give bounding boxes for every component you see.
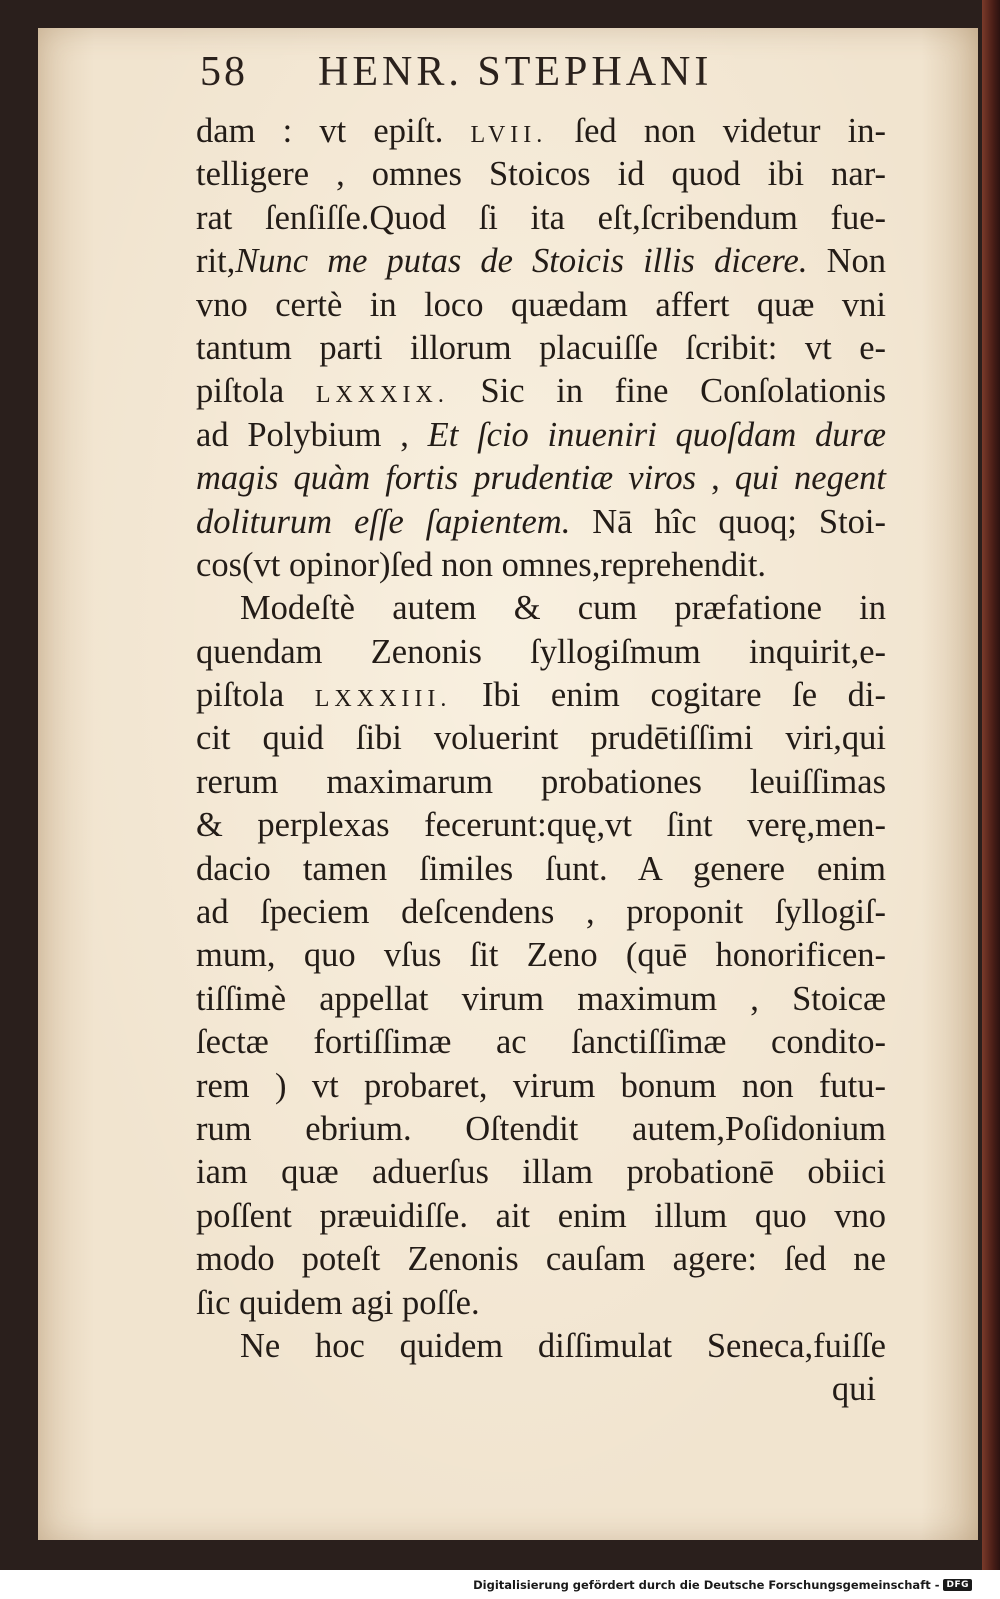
text-segment: modo poteſt Zenonis cauſam agere: ſed ne	[196, 1240, 886, 1279]
text-line	[196, 544, 886, 587]
text-line	[196, 934, 886, 977]
text-segment: poſſent præuidiſſe. ait enim illum quo vno	[196, 1196, 886, 1235]
text-segment: mum, quo vſus ſit Zeno (quē honorificen-	[196, 936, 886, 975]
text-line	[196, 501, 886, 544]
text-line	[196, 327, 886, 370]
text-line	[196, 1108, 886, 1151]
body-text	[196, 110, 886, 1412]
page-header	[200, 48, 890, 108]
dfg-logo: DFG	[943, 1579, 972, 1591]
text-line	[196, 110, 886, 153]
text-line	[196, 1195, 886, 1238]
running-title: HENR. STEPHANI	[318, 49, 713, 95]
text-line	[196, 631, 886, 674]
page-number: 58	[200, 49, 248, 95]
roman-numeral: LXXXIII.	[314, 686, 452, 713]
italic-segment: Et ſcio inueniri quoſdam duræ	[427, 415, 886, 454]
text-segment: cos(vt opinor)ſed non omnes,reprehendit.	[196, 545, 767, 584]
text-line	[196, 674, 886, 717]
text-segment: rum ebrium. Oſtendit autem,Poſidonium	[196, 1109, 886, 1148]
italic-segment: Nunc me putas de Stoicis illis dicere.	[235, 242, 808, 281]
credit-text: Digitalisierung gefördert durch die Deutsche Forschungsgemeinschaft -	[473, 1578, 940, 1592]
text-line	[196, 370, 886, 413]
text-segment: dam : vt epiſt.	[196, 112, 471, 150]
text-segment: rat ſenſiſſe.Quod ſi ita eſt,ſcribendum fue-	[196, 198, 886, 237]
text-segment: ad Polybium ,	[196, 415, 428, 454]
text-line	[196, 153, 886, 196]
text-segment: ſic quidem agi poſſe.	[196, 1283, 480, 1322]
text-line	[196, 848, 886, 891]
text-line	[196, 457, 886, 500]
roman-numeral: LVII.	[470, 122, 548, 148]
book-spine-edge	[982, 0, 1000, 1570]
text-line	[196, 761, 886, 804]
text-segment: Nā hîc quoq; Stoi-	[570, 502, 886, 541]
text-line	[196, 1021, 886, 1064]
text-line	[196, 891, 886, 934]
text-segment: Non	[807, 242, 886, 281]
text-segment: tiſſimè appellat virum maximum , Stoicæ	[196, 979, 886, 1018]
text-line	[196, 197, 886, 240]
text-segment: piſtola	[196, 372, 316, 411]
text-line	[196, 1238, 886, 1281]
text-segment: ſectæ fortiſſimæ ac ſanctiſſimæ condito-	[196, 1023, 886, 1062]
text-line	[196, 717, 886, 760]
text-segment: ad ſpeciem deſcendens , proponit ſyllogiſ-	[196, 893, 886, 932]
text-line	[196, 804, 886, 847]
text-segment: ſed non videtur in-	[547, 112, 886, 150]
text-line	[196, 284, 886, 327]
text-line	[196, 414, 886, 457]
italic-segment: doliturum eſſe ſapientem.	[196, 502, 571, 541]
text-segment: & perplexas fecerunt:quę,vt ſint verę,men-	[196, 806, 886, 845]
text-segment: cit quid ſibi voluerint prudētiſſimi viri,qui	[196, 719, 886, 758]
italic-segment: qui negent	[734, 459, 887, 498]
text-segment: ,	[696, 459, 735, 498]
catchword	[196, 1368, 886, 1411]
text-segment: rerum maximarum probationes leuiſſimas	[196, 762, 886, 801]
text-segment: tantum parti illorum placuiſſe ſcribit: vt e-	[196, 328, 886, 367]
text-segment: Sic in fine Conſolationis	[448, 372, 887, 411]
text-segment: Ne hoc quidem diſſimulat Seneca,fuiſſe	[240, 1326, 886, 1365]
text-segment: Ibi enim cogitare ſe di-	[451, 676, 886, 715]
text-segment: qui	[831, 1370, 876, 1409]
text-segment: quendam Zenonis ſyllogiſmum inquirit,e-	[196, 632, 886, 671]
text-segment: rit,	[196, 242, 236, 281]
digitization-credit	[473, 1575, 972, 1595]
text-line	[196, 978, 886, 1021]
text-line	[196, 587, 886, 630]
roman-numeral: LXXXIX.	[315, 382, 449, 409]
text-segment: iam quæ aduerſus illam probationē obiici	[196, 1153, 886, 1192]
italic-segment: magis quàm fortis prudentiæ viros	[196, 459, 697, 498]
text-line	[196, 1282, 886, 1325]
text-segment: Modeſtè autem & cum præfatione in	[240, 589, 886, 628]
text-segment: vno certè in loco quædam affert quæ vni	[196, 285, 886, 324]
text-line	[196, 240, 886, 283]
text-segment: telligere , omnes Stoicos id quod ibi nar-	[196, 155, 886, 194]
text-line	[196, 1151, 886, 1194]
text-segment: piſtola	[196, 676, 315, 715]
text-line	[196, 1065, 886, 1108]
text-segment: rem ) vt probaret, virum bonum non futu-	[196, 1066, 886, 1105]
text-line	[196, 1325, 886, 1368]
text-segment: dacio tamen ſimiles ſunt. A genere enim	[196, 849, 886, 888]
